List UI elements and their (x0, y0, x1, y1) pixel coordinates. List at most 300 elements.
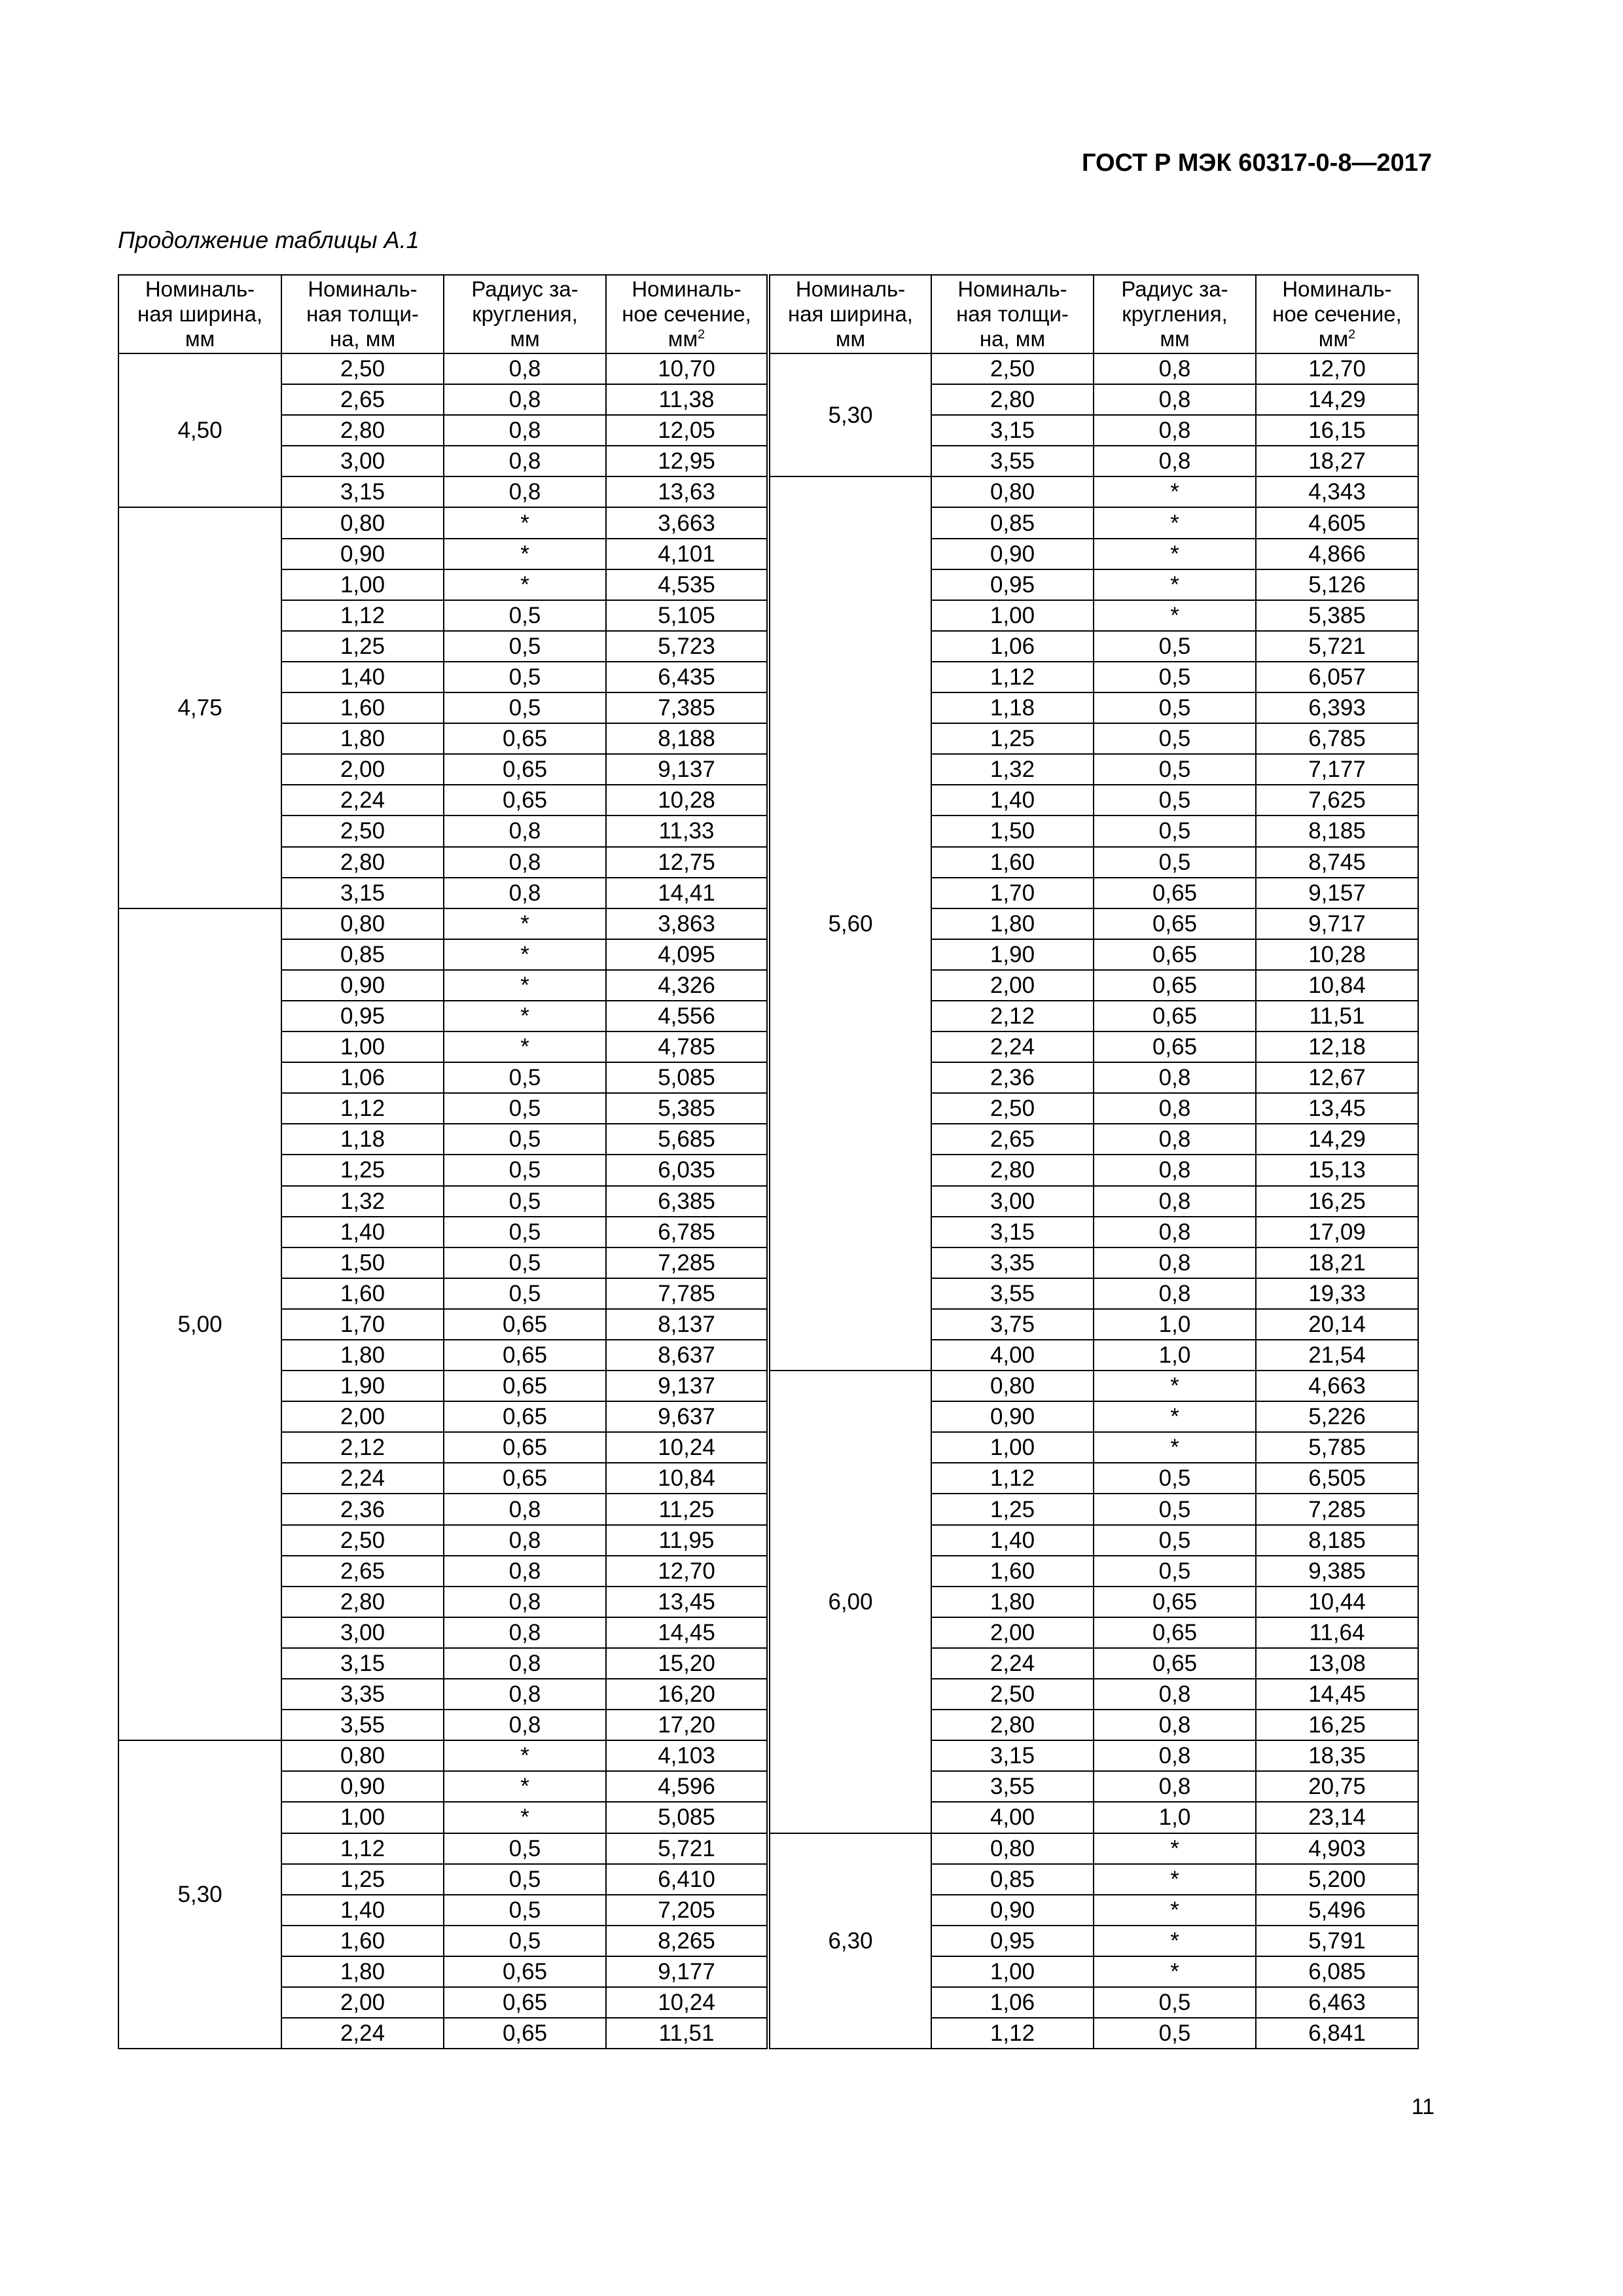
radius-cell: 0,8 (1094, 1186, 1256, 1217)
thickness-cell: 1,25 (931, 723, 1094, 754)
header-nominal-section: Номиналь- ное сечение, $мм^2$ (1256, 275, 1418, 353)
thickness-cell: 3,00 (281, 1617, 444, 1648)
thickness-cell: 0,80 (281, 1740, 444, 1771)
radius-cell: 0,8 (444, 1710, 606, 1740)
header-nominal-width: Номиналь- ная ширина, мм (768, 275, 931, 353)
radius-cell: 1,0 (1094, 1340, 1256, 1371)
section-cell: 18,21 (1256, 1247, 1418, 1278)
thickness-cell: 2,36 (281, 1494, 444, 1524)
thickness-cell: 1,12 (281, 1833, 444, 1864)
radius-cell: 0,65 (1094, 939, 1256, 970)
thickness-cell: 0,80 (931, 1371, 1094, 1401)
radius-cell: 0,8 (1094, 1155, 1256, 1185)
thickness-cell: 0,90 (281, 1771, 444, 1802)
section-cell: 4,103 (606, 1740, 768, 1771)
section-cell: 5,200 (1256, 1864, 1418, 1895)
radius-cell: * (1094, 1864, 1256, 1895)
thickness-cell: 3,15 (281, 1648, 444, 1679)
radius-cell: 0,8 (444, 384, 606, 415)
radius-cell: 0,65 (1094, 1587, 1256, 1617)
thickness-cell: 1,50 (931, 816, 1094, 846)
radius-cell: 0,65 (444, 1463, 606, 1494)
section-cell: 9,385 (1256, 1556, 1418, 1587)
section-cell: 3,863 (606, 908, 768, 939)
radius-cell: 0,5 (444, 692, 606, 723)
nominal-width-cell: 6,30 (768, 1833, 931, 2049)
thickness-cell: 3,15 (931, 1217, 1094, 1247)
radius-cell: 0,5 (444, 662, 606, 692)
radius-cell: 0,5 (444, 1124, 606, 1155)
radius-cell: * (444, 539, 606, 569)
thickness-cell: 0,80 (931, 476, 1094, 507)
section-cell: 6,410 (606, 1864, 768, 1895)
thickness-cell: 1,12 (281, 1093, 444, 1124)
section-cell: 6,463 (1256, 1987, 1418, 2018)
thickness-cell: 2,24 (931, 1031, 1094, 1062)
section-cell: 12,75 (606, 847, 768, 878)
dimensions-table (118, 274, 1419, 2049)
section-cell: 8,185 (1256, 1525, 1418, 1556)
radius-cell: 0,65 (1094, 1648, 1256, 1679)
radius-cell: 0,5 (444, 1864, 606, 1895)
radius-cell: * (1094, 1895, 1256, 1926)
thickness-cell: 1,80 (931, 1587, 1094, 1617)
thickness-cell: 0,90 (931, 1895, 1094, 1926)
nominal-width-cell: 4,50 (118, 353, 281, 507)
thickness-cell: 1,00 (281, 1802, 444, 1833)
section-cell: 4,095 (606, 939, 768, 970)
section-cell: 6,385 (606, 1186, 768, 1217)
section-cell: 11,25 (606, 1494, 768, 1524)
section-cell: 10,84 (606, 1463, 768, 1494)
thickness-cell: 2,50 (281, 1525, 444, 1556)
radius-cell: * (1094, 539, 1256, 569)
radius-cell: * (444, 569, 606, 600)
thickness-cell: 2,80 (931, 384, 1094, 415)
thickness-cell: 1,90 (931, 939, 1094, 970)
thickness-cell: 3,55 (281, 1710, 444, 1740)
radius-cell: 0,8 (1094, 1740, 1256, 1771)
thickness-cell: 1,25 (931, 1494, 1094, 1524)
thickness-cell: 3,75 (931, 1309, 1094, 1340)
thickness-cell: 3,15 (281, 476, 444, 507)
thickness-cell: 0,80 (281, 908, 444, 939)
radius-cell: 0,65 (444, 1309, 606, 1340)
section-cell: 9,637 (606, 1401, 768, 1432)
thickness-cell: 2,00 (281, 1987, 444, 2018)
thickness-cell: 2,50 (281, 816, 444, 846)
table-header-row (118, 275, 1418, 353)
thickness-cell: 2,12 (931, 1001, 1094, 1031)
thickness-cell: 3,55 (931, 1278, 1094, 1309)
radius-cell: 0,65 (1094, 908, 1256, 939)
section-cell: 12,70 (606, 1556, 768, 1587)
section-cell: 11,51 (606, 2018, 768, 2049)
thickness-cell: 1,80 (281, 1956, 444, 1987)
thickness-cell: 3,15 (931, 1740, 1094, 1771)
radius-cell: * (444, 1740, 606, 1771)
section-cell: 6,035 (606, 1155, 768, 1185)
section-cell: 11,38 (606, 384, 768, 415)
radius-cell: * (1094, 600, 1256, 631)
section-cell: 16,20 (606, 1679, 768, 1710)
section-cell: 7,385 (606, 692, 768, 723)
thickness-cell: 1,40 (281, 1895, 444, 1926)
radius-cell: 0,5 (444, 1926, 606, 1956)
table-body (118, 353, 1418, 2049)
radius-cell: 0,8 (444, 415, 606, 446)
radius-cell: 0,5 (444, 1062, 606, 1093)
thickness-cell: 1,60 (281, 1278, 444, 1309)
thickness-cell: 3,00 (931, 1186, 1094, 1217)
nominal-width-cell: 5,30 (118, 1740, 281, 2049)
section-cell: 8,745 (1256, 847, 1418, 878)
section-cell: 14,45 (1256, 1679, 1418, 1710)
section-cell: 6,085 (1256, 1956, 1418, 1987)
section-cell: 5,723 (606, 631, 768, 662)
table-row (118, 353, 1418, 384)
section-cell: 7,285 (1256, 1494, 1418, 1524)
thickness-cell: 3,35 (281, 1679, 444, 1710)
section-cell: 6,393 (1256, 692, 1418, 723)
section-cell: 4,556 (606, 1001, 768, 1031)
section-cell: 4,343 (1256, 476, 1418, 507)
radius-cell: 0,5 (1094, 692, 1256, 723)
section-cell: 18,35 (1256, 1740, 1418, 1771)
radius-cell: 0,65 (1094, 1031, 1256, 1062)
table-row (118, 476, 1418, 507)
thickness-cell: 3,15 (281, 878, 444, 908)
section-cell: 14,45 (606, 1617, 768, 1648)
nominal-width-cell: 5,30 (768, 353, 931, 476)
thickness-cell: 1,60 (281, 1926, 444, 1956)
section-cell: 9,177 (606, 1956, 768, 1987)
radius-cell: 0,8 (1094, 1710, 1256, 1740)
radius-cell: * (444, 1771, 606, 1802)
radius-cell: 0,65 (1094, 1617, 1256, 1648)
section-cell: 6,841 (1256, 2018, 1418, 2049)
table-row (118, 1833, 1418, 1864)
section-cell: 4,535 (606, 569, 768, 600)
thickness-cell: 1,70 (281, 1309, 444, 1340)
section-cell: 10,24 (606, 1987, 768, 2018)
radius-cell: 0,65 (1094, 878, 1256, 908)
section-cell: 9,137 (606, 1371, 768, 1401)
thickness-cell: 1,80 (281, 723, 444, 754)
section-cell: 8,185 (1256, 816, 1418, 846)
nominal-width-cell: 4,75 (118, 507, 281, 908)
radius-cell: 0,65 (1094, 970, 1256, 1001)
section-cell: 4,605 (1256, 507, 1418, 538)
section-cell: 16,15 (1256, 415, 1418, 446)
radius-cell: * (444, 1031, 606, 1062)
thickness-cell: 1,12 (931, 1463, 1094, 1494)
thickness-cell: 3,00 (281, 446, 444, 476)
section-cell: 11,51 (1256, 1001, 1418, 1031)
thickness-cell: 2,00 (931, 970, 1094, 1001)
radius-cell: * (444, 970, 606, 1001)
thickness-cell: 2,12 (281, 1432, 444, 1463)
header-nominal-thickness: Номиналь- ная толщи- на, мм (931, 275, 1094, 353)
section-cell: 5,721 (1256, 631, 1418, 662)
thickness-cell: 2,00 (931, 1617, 1094, 1648)
thickness-cell: 2,00 (281, 1401, 444, 1432)
thickness-cell: 1,32 (931, 754, 1094, 785)
section-cell: 4,663 (1256, 1371, 1418, 1401)
radius-cell: 0,8 (1094, 446, 1256, 476)
radius-cell: 0,5 (1094, 785, 1256, 816)
thickness-cell: 0,90 (931, 1401, 1094, 1432)
thickness-cell: 1,40 (931, 1525, 1094, 1556)
section-cell: 12,05 (606, 415, 768, 446)
radius-cell: 0,8 (1094, 1771, 1256, 1802)
radius-cell: 0,65 (444, 1432, 606, 1463)
radius-cell: 0,65 (444, 1401, 606, 1432)
section-cell: 5,085 (606, 1062, 768, 1093)
section-cell: 6,785 (606, 1217, 768, 1247)
thickness-cell: 2,24 (281, 2018, 444, 2049)
radius-cell: 0,8 (444, 1587, 606, 1617)
radius-cell: * (1094, 476, 1256, 507)
radius-cell: * (444, 1802, 606, 1833)
section-cell: 7,205 (606, 1895, 768, 1926)
table-row (118, 1371, 1418, 1401)
section-cell: 21,54 (1256, 1340, 1418, 1371)
radius-cell: 0,5 (1094, 631, 1256, 662)
section-cell: 14,29 (1256, 384, 1418, 415)
thickness-cell: 2,80 (281, 1587, 444, 1617)
thickness-cell: 1,18 (281, 1124, 444, 1155)
section-cell: 10,28 (1256, 939, 1418, 970)
radius-cell: 0,5 (444, 600, 606, 631)
section-cell: 5,496 (1256, 1895, 1418, 1926)
radius-cell: * (444, 1001, 606, 1031)
radius-cell: 1,0 (1094, 1802, 1256, 1833)
radius-cell: 0,65 (444, 785, 606, 816)
radius-cell: * (1094, 507, 1256, 538)
thickness-cell: 2,50 (931, 1093, 1094, 1124)
section-cell: 7,785 (606, 1278, 768, 1309)
radius-cell: 0,5 (444, 1247, 606, 1278)
radius-cell: * (444, 939, 606, 970)
section-cell: 4,101 (606, 539, 768, 569)
thickness-cell: 3,35 (931, 1247, 1094, 1278)
radius-cell: 0,5 (444, 1155, 606, 1185)
thickness-cell: 1,06 (281, 1062, 444, 1093)
section-cell: 8,265 (606, 1926, 768, 1956)
section-cell: 10,28 (606, 785, 768, 816)
radius-cell: 0,65 (444, 1371, 606, 1401)
thickness-cell: 1,00 (931, 600, 1094, 631)
section-cell: 11,64 (1256, 1617, 1418, 1648)
header-nominal-width: Номиналь- ная ширина, мм (118, 275, 281, 353)
section-cell: 7,177 (1256, 754, 1418, 785)
radius-cell: 0,8 (444, 446, 606, 476)
header-nominal-section: Номиналь- ное сечение, $мм^2$ (606, 275, 768, 353)
radius-cell: 0,8 (444, 816, 606, 846)
thickness-cell: 1,25 (281, 1155, 444, 1185)
thickness-cell: 2,80 (281, 847, 444, 878)
document-id: ГОСТ Р МЭК 60317-0-8—2017 (1082, 149, 1432, 177)
radius-cell: 0,8 (444, 476, 606, 507)
section-cell: 13,45 (1256, 1093, 1418, 1124)
thickness-cell: 1,06 (931, 631, 1094, 662)
thickness-cell: 0,95 (281, 1001, 444, 1031)
section-cell: 10,84 (1256, 970, 1418, 1001)
thickness-cell: 0,90 (931, 539, 1094, 569)
thickness-cell: 2,65 (281, 1556, 444, 1587)
section-cell: 5,085 (606, 1802, 768, 1833)
thickness-cell: 2,00 (281, 754, 444, 785)
section-cell: 10,44 (1256, 1587, 1418, 1617)
radius-cell: 0,8 (444, 1556, 606, 1587)
radius-cell: 0,8 (444, 878, 606, 908)
radius-cell: 0,65 (444, 2018, 606, 2049)
section-cell: 9,157 (1256, 878, 1418, 908)
thickness-cell: 1,25 (281, 1864, 444, 1895)
thickness-cell: 3,55 (931, 1771, 1094, 1802)
header-corner-radius: Радиус за- кругления, мм (1094, 275, 1256, 353)
section-cell: 5,105 (606, 600, 768, 631)
section-cell: 10,70 (606, 353, 768, 384)
thickness-cell: 1,50 (281, 1247, 444, 1278)
radius-cell: * (1094, 1371, 1256, 1401)
radius-cell: * (1094, 1432, 1256, 1463)
page-number: 11 (1411, 2094, 1435, 2119)
radius-cell: 0,8 (444, 353, 606, 384)
section-cell: 12,67 (1256, 1062, 1418, 1093)
header-nominal-thickness: Номиналь- ная толщи- на, мм (281, 275, 444, 353)
radius-cell: 0,5 (444, 1093, 606, 1124)
thickness-cell: 2,24 (931, 1648, 1094, 1679)
radius-cell: * (1094, 1926, 1256, 1956)
thickness-cell: 1,06 (931, 1987, 1094, 2018)
thickness-cell: 1,00 (281, 569, 444, 600)
section-cell: 12,18 (1256, 1031, 1418, 1062)
thickness-cell: 0,85 (931, 507, 1094, 538)
section-cell: 17,20 (606, 1710, 768, 1740)
section-cell: 5,385 (1256, 600, 1418, 631)
radius-cell: 0,5 (1094, 723, 1256, 754)
section-cell: 4,326 (606, 970, 768, 1001)
thickness-cell: 4,00 (931, 1340, 1094, 1371)
radius-cell: 0,5 (1094, 1987, 1256, 2018)
section-cell: 8,637 (606, 1340, 768, 1371)
section-cell: 5,685 (606, 1124, 768, 1155)
radius-cell: 0,65 (444, 1987, 606, 2018)
radius-cell: * (444, 908, 606, 939)
section-cell: 9,717 (1256, 908, 1418, 939)
radius-cell: 0,65 (444, 1340, 606, 1371)
thickness-cell: 2,50 (931, 353, 1094, 384)
thickness-cell: 1,00 (931, 1956, 1094, 1987)
radius-cell: 0,8 (1094, 1124, 1256, 1155)
thickness-cell: 1,32 (281, 1186, 444, 1217)
thickness-cell: 0,85 (931, 1864, 1094, 1895)
thickness-cell: 1,40 (281, 1217, 444, 1247)
radius-cell: 0,8 (444, 1617, 606, 1648)
radius-cell: 0,5 (1094, 662, 1256, 692)
section-cell: 15,20 (606, 1648, 768, 1679)
section-cell: 12,95 (606, 446, 768, 476)
thickness-cell: 1,60 (281, 692, 444, 723)
section-cell: 20,14 (1256, 1309, 1418, 1340)
thickness-cell: 3,15 (931, 415, 1094, 446)
section-cell: 13,08 (1256, 1648, 1418, 1679)
radius-cell: * (1094, 1833, 1256, 1864)
radius-cell: 1,0 (1094, 1309, 1256, 1340)
radius-cell: 0,8 (444, 1494, 606, 1524)
thickness-cell: 2,65 (281, 384, 444, 415)
section-cell: 12,70 (1256, 353, 1418, 384)
radius-cell: 0,5 (1094, 2018, 1256, 2049)
radius-cell: 0,8 (1094, 1093, 1256, 1124)
radius-cell: 0,5 (1094, 1494, 1256, 1524)
section-cell: 19,33 (1256, 1278, 1418, 1309)
section-cell: 13,45 (606, 1587, 768, 1617)
thickness-cell: 1,00 (281, 1031, 444, 1062)
radius-cell: * (1094, 1956, 1256, 1987)
radius-cell: 0,5 (444, 1186, 606, 1217)
radius-cell: 0,8 (444, 1679, 606, 1710)
thickness-cell: 1,12 (931, 2018, 1094, 2049)
radius-cell: 0,5 (1094, 1463, 1256, 1494)
thickness-cell: 1,70 (931, 878, 1094, 908)
thickness-cell: 2,50 (931, 1679, 1094, 1710)
thickness-cell: 1,60 (931, 847, 1094, 878)
radius-cell: 0,65 (444, 1956, 606, 1987)
section-cell: 6,435 (606, 662, 768, 692)
radius-cell: 0,5 (1094, 847, 1256, 878)
section-cell: 6,785 (1256, 723, 1418, 754)
section-cell: 5,785 (1256, 1432, 1418, 1463)
radius-cell: 0,8 (1094, 1217, 1256, 1247)
thickness-cell: 2,50 (281, 353, 444, 384)
thickness-cell: 1,90 (281, 1371, 444, 1401)
thickness-cell: 1,40 (931, 785, 1094, 816)
radius-cell: 0,8 (1094, 1247, 1256, 1278)
radius-cell: * (1094, 569, 1256, 600)
section-cell: 16,25 (1256, 1710, 1418, 1740)
thickness-cell: 0,85 (281, 939, 444, 970)
thickness-cell: 0,90 (281, 539, 444, 569)
section-cell: 13,63 (606, 476, 768, 507)
radius-cell: 0,5 (1094, 1525, 1256, 1556)
section-cell: 11,95 (606, 1525, 768, 1556)
thickness-cell: 1,60 (931, 1556, 1094, 1587)
thickness-cell: 1,25 (281, 631, 444, 662)
nominal-width-cell: 5,60 (768, 476, 931, 1371)
radius-cell: 0,5 (1094, 1556, 1256, 1587)
section-cell: 4,866 (1256, 539, 1418, 569)
thickness-cell: 1,40 (281, 662, 444, 692)
section-cell: 14,29 (1256, 1124, 1418, 1155)
section-cell: 7,625 (1256, 785, 1418, 816)
thickness-cell: 2,80 (281, 415, 444, 446)
thickness-cell: 0,90 (281, 970, 444, 1001)
section-cell: 7,285 (606, 1247, 768, 1278)
radius-cell: 0,8 (444, 1525, 606, 1556)
section-cell: 5,791 (1256, 1926, 1418, 1956)
thickness-cell: 0,95 (931, 569, 1094, 600)
nominal-width-cell: 6,00 (768, 1371, 931, 1833)
section-cell: 6,057 (1256, 662, 1418, 692)
thickness-cell: 1,12 (281, 600, 444, 631)
thickness-cell: 2,80 (931, 1710, 1094, 1740)
radius-cell: 0,65 (444, 723, 606, 754)
section-cell: 20,75 (1256, 1771, 1418, 1802)
thickness-cell: 1,18 (931, 692, 1094, 723)
